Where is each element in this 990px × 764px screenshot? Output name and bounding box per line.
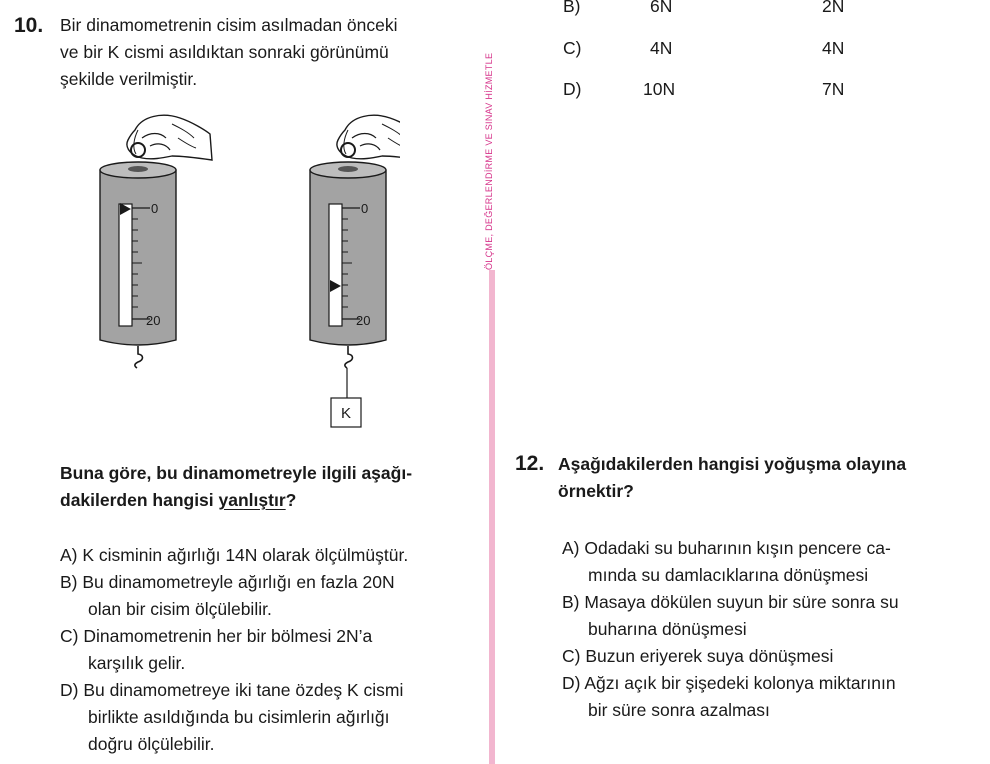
option-line: olan bir cisim ölçülebilir. xyxy=(88,599,272,619)
intro-line: Bir dinamometrenin cisim asılmadan önceki xyxy=(60,15,398,35)
dynamometer-after xyxy=(310,115,400,427)
intro-line: ve bir K cismi asıldıktan sonraki görünümü xyxy=(60,42,389,62)
dynamometer-before xyxy=(100,115,212,368)
option-a[interactable] xyxy=(60,542,490,569)
answer-value-2: 4N xyxy=(822,38,845,58)
question-12-options xyxy=(562,535,982,724)
option-d[interactable] xyxy=(60,677,490,758)
option-line: karşılık gelir. xyxy=(88,653,186,673)
answer-value-1: 4N xyxy=(650,38,673,58)
prompt-line: Buna göre, bu dinamometreyle ilgili aşağı- xyxy=(60,463,413,483)
question-12-prompt xyxy=(558,451,978,505)
option-line: D) Ağzı açık bir şişedeki kolonya miktarının xyxy=(562,673,896,693)
dynamometer-figure xyxy=(80,108,400,433)
option-line: bir süre sonra azalması xyxy=(588,700,770,720)
prompt-line xyxy=(60,487,490,514)
option-line: D) Bu dinamometreye iki tane özdeş K cismi xyxy=(60,680,404,700)
option-line: buharına dönüşmesi xyxy=(588,619,747,639)
option-c[interactable] xyxy=(60,623,490,677)
answer-value-1: 10N xyxy=(643,79,676,99)
answer-row-b[interactable] xyxy=(560,0,980,20)
prompt-text: ? xyxy=(285,490,297,510)
option-b[interactable] xyxy=(562,589,982,643)
answer-letter: C) xyxy=(563,38,582,58)
option-line: B) Masaya dökülen suyun bir süre sonra su xyxy=(562,592,899,612)
prompt-emphasis: yanlıştır xyxy=(218,490,286,510)
hook-icon xyxy=(345,346,353,368)
option-d[interactable] xyxy=(562,670,982,724)
option-line: doğru ölçülebilir. xyxy=(88,734,215,754)
prompt-line: Aşağıdakilerden hangisi yoğuşma olayına xyxy=(558,454,907,474)
question-11-answer-table xyxy=(560,0,980,110)
sidebar-vertical-label: ÖLÇME, DEĞERLENDİRME VE SINAV HİZMETLE xyxy=(484,52,494,270)
question-10-number: 10. xyxy=(14,14,44,37)
option-a[interactable] xyxy=(562,535,982,589)
scale-label-twenty: 20 xyxy=(146,313,161,328)
answer-letter: B) xyxy=(563,0,581,16)
option-line: C) Buzun eriyerek suya dönüşmesi xyxy=(562,646,834,666)
intro-line: şekilde verilmiştir. xyxy=(60,69,198,89)
option-c[interactable] xyxy=(562,643,982,670)
question-12-number: 12. xyxy=(515,452,545,475)
scale-label-zero: 0 xyxy=(151,201,159,216)
answer-value-2: 2N xyxy=(822,0,845,16)
answer-value-2: 7N xyxy=(822,79,845,99)
option-line: C) Dinamometrenin her bir bölmesi 2N’a xyxy=(60,626,373,646)
question-10-intro xyxy=(60,12,480,93)
scale-label-zero: 0 xyxy=(361,201,369,216)
object-k-label: K xyxy=(340,405,352,422)
option-line: A) K cisminin ağırlığı 14N olarak ölçülmüştür. xyxy=(60,545,409,565)
option-line: birlikte asıldığında bu cisimlerin ağırlığı xyxy=(88,707,390,727)
hook-icon xyxy=(135,346,143,368)
option-line: mında su damlacıklarına dönüşmesi xyxy=(588,565,869,585)
prompt-line: örnektir? xyxy=(558,481,634,501)
answer-row-d[interactable] xyxy=(560,79,980,103)
question-10-prompt xyxy=(60,460,490,514)
option-line: A) Odadaki su buharının kışın pencere ca- xyxy=(562,538,891,558)
prompt-text: dakilerden hangisi xyxy=(60,490,219,510)
scale-label-twenty: 20 xyxy=(356,313,371,328)
answer-row-c[interactable] xyxy=(560,38,980,62)
answer-letter: D) xyxy=(563,79,582,99)
option-b[interactable] xyxy=(60,569,490,623)
question-10-options xyxy=(60,542,490,758)
option-line: B) Bu dinamometreyle ağırlığı en fazla 20N xyxy=(60,572,395,592)
answer-value-1: 6N xyxy=(650,0,673,16)
